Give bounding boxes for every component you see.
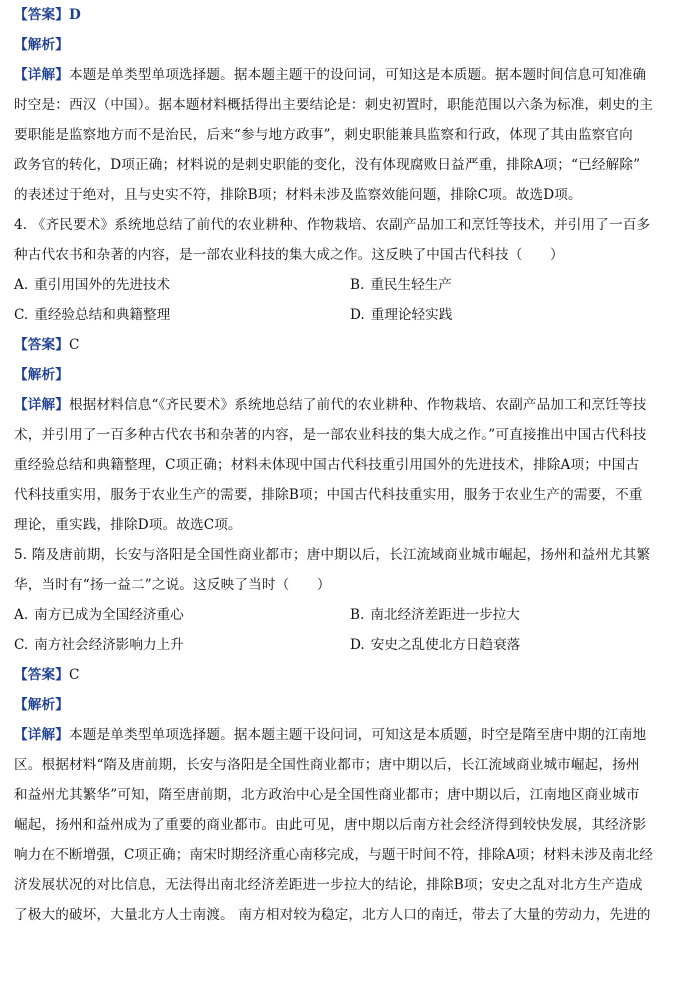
q5-analysis-heading <box>14 690 686 720</box>
q3-detail-text: 本题是单类型单项选择题。据本题主题干的设问词，可知这是本质题。据本题时间信息可知准确 <box>68 67 647 83</box>
q5-stem: 5. 隋及唐前期，长安与洛阳是全国性商业都市；唐中期以后，长江流域商业城市崛起，扬州和益州尤其繁 <box>14 547 651 563</box>
q4-answer <box>14 330 686 360</box>
analysis-tag: 【解析】 <box>14 367 69 383</box>
q5-detail-line: 和益州尤其繁华”可知，隋至唐前期，北方政治中心是全国性商业都市；唐中期以后，江南地区商业城市 <box>14 787 640 803</box>
option-text: 南方社会经济影响力上升 <box>34 637 184 653</box>
option-label: B. <box>350 607 365 623</box>
q4-option-b[interactable] <box>350 270 686 300</box>
option-text: 重经验总结和典籍整理 <box>34 307 171 323</box>
q5-detail-text: 本题是单类型单项选择题。据本题主题干设问词，可知这是本质题，时空是隋至唐中期的江南地 <box>68 727 647 743</box>
q4-detail-line: 重经验总结和典籍整理，C项正确；材料未体现中国古代科技重引用国外的先进技术，排除A项；中国古 <box>14 457 640 473</box>
q3-detail-line: 的表述过于绝对，且与史实不符，排除B项；材料未涉及监察效能问题，排除C项。故选D项。 <box>14 187 582 203</box>
q5-option-b[interactable] <box>350 600 686 630</box>
option-text: 安史之乱使北方日趋衰落 <box>370 637 521 653</box>
option-label: A. <box>14 277 29 293</box>
q3-answer <box>14 0 686 30</box>
q3-detail-line <box>14 60 686 90</box>
option-text: 南北经济差距进一步拉大 <box>370 607 520 623</box>
q4-analysis-heading <box>14 360 686 390</box>
q4-options-row <box>14 300 686 330</box>
q4-option-d[interactable] <box>350 300 686 330</box>
answer-tag: 【答案】 <box>14 337 69 353</box>
option-label: C. <box>14 637 29 653</box>
q5-detail-line: 响力在不断增强，C项正确；南宋时期经济重心南移完成，与题干时间不符，排除A项；材料未涉及南北经 <box>14 847 653 863</box>
q5-options-row <box>14 630 686 660</box>
answer-tag: 【答案】 <box>14 7 69 23</box>
document-page <box>14 0 686 930</box>
q3-detail-line: 要职能是监察地方而不是治民，后来“参与地方政事”，刺史职能兼具监察和行政，体现了其由监察官向 <box>14 127 633 143</box>
q5-option-d[interactable] <box>350 630 686 660</box>
option-text: 重民生轻生产 <box>370 277 452 293</box>
q4-stem: 4. 《齐民要术》系统地总结了前代的农业耕种、作物栽培、农副产品加工和烹饪等技术，并引用了一百多 <box>14 217 651 233</box>
q5-detail-line: 区。根据材料“隋及唐前期，长安与洛阳是全国性商业都市；唐中期以后，长江流域商业城市崛起，扬州 <box>14 757 640 773</box>
option-label: B. <box>350 277 365 293</box>
answer-value: D <box>68 7 81 23</box>
q5-option-a[interactable] <box>14 600 350 630</box>
q4-stem: 种古代农书和杂著的内容，是一部农业科技的集大成之作。这反映了中国古代科技（ ） <box>14 247 564 263</box>
q3-detail-line: 时空是：西汉（中国）。据本题材料概括得出主要结论是：刺史初置时，职能范围以六条为标准，刺史的主 <box>14 97 654 113</box>
option-label: C. <box>14 307 29 323</box>
q4-option-a[interactable] <box>14 270 350 300</box>
q4-detail-text: 根据材料信息“《齐民要术》系统地总结了前代的农业耕种、作物栽培、农副产品加工和烹饪等技 <box>68 397 647 413</box>
analysis-tag: 【解析】 <box>14 697 69 713</box>
answer-tag: 【答案】 <box>14 667 69 683</box>
answer-value: C <box>68 337 80 353</box>
q4-detail-line: 理论，重实践，排除D项。故选C项。 <box>14 517 242 533</box>
option-label: A. <box>14 607 29 623</box>
q5-detail-line <box>14 720 686 750</box>
option-text: 重理论轻实践 <box>370 307 453 323</box>
q3-detail-line: 政务官的转化，D项正确；材料说的是刺史职能的变化，没有体现腐败日益严重，排除A项；“已经解除” <box>14 157 641 173</box>
q5-answer <box>14 660 686 690</box>
q5-option-c[interactable] <box>14 630 350 660</box>
q5-detail-line: 了极大的破坏，大量北方人士南渡。 南方相对较为稳定，北方人口的南迁，带去了大量的劳动力，先进的 <box>14 907 651 923</box>
detail-tag: 【详解】 <box>14 727 69 743</box>
option-text: 重引用国外的先进技术 <box>34 277 171 293</box>
q4-option-c[interactable] <box>14 300 350 330</box>
option-text: 南方已成为全国经济重心 <box>34 607 184 623</box>
q5-options-row <box>14 600 686 630</box>
q3-analysis-heading <box>14 30 686 60</box>
option-label: D. <box>350 307 365 323</box>
answer-value: C <box>68 667 80 683</box>
q4-detail-line: 术，并引用了一百多种古代农书和杂著的内容，是一部农业科技的集大成之作。”可直接推出中国古代科技 <box>14 427 647 443</box>
q5-detail-line: 济发展状况的对比信息，无法得出南北经济差距进一步拉大的结论，排除B项；安史之乱对北方生产造成 <box>14 877 643 893</box>
option-label: D. <box>350 637 365 653</box>
q5-stem: 华，当时有“扬一益二”之说。这反映了当时（ ） <box>14 577 331 593</box>
analysis-tag: 【解析】 <box>14 37 69 53</box>
q5-detail-line: 崛起，扬州和益州成为了重要的商业都市。由此可见，唐中期以后南方社会经济得到较快发展，其经济影 <box>14 817 647 833</box>
q4-detail-line: 代科技重实用，服务于农业生产的需要，排除B项；中国古代科技重实用，服务于农业生产的需要，不重 <box>14 487 643 503</box>
detail-tag: 【详解】 <box>14 397 69 413</box>
q4-detail-line <box>14 390 686 420</box>
detail-tag: 【详解】 <box>14 67 69 83</box>
q4-options-row <box>14 270 686 300</box>
